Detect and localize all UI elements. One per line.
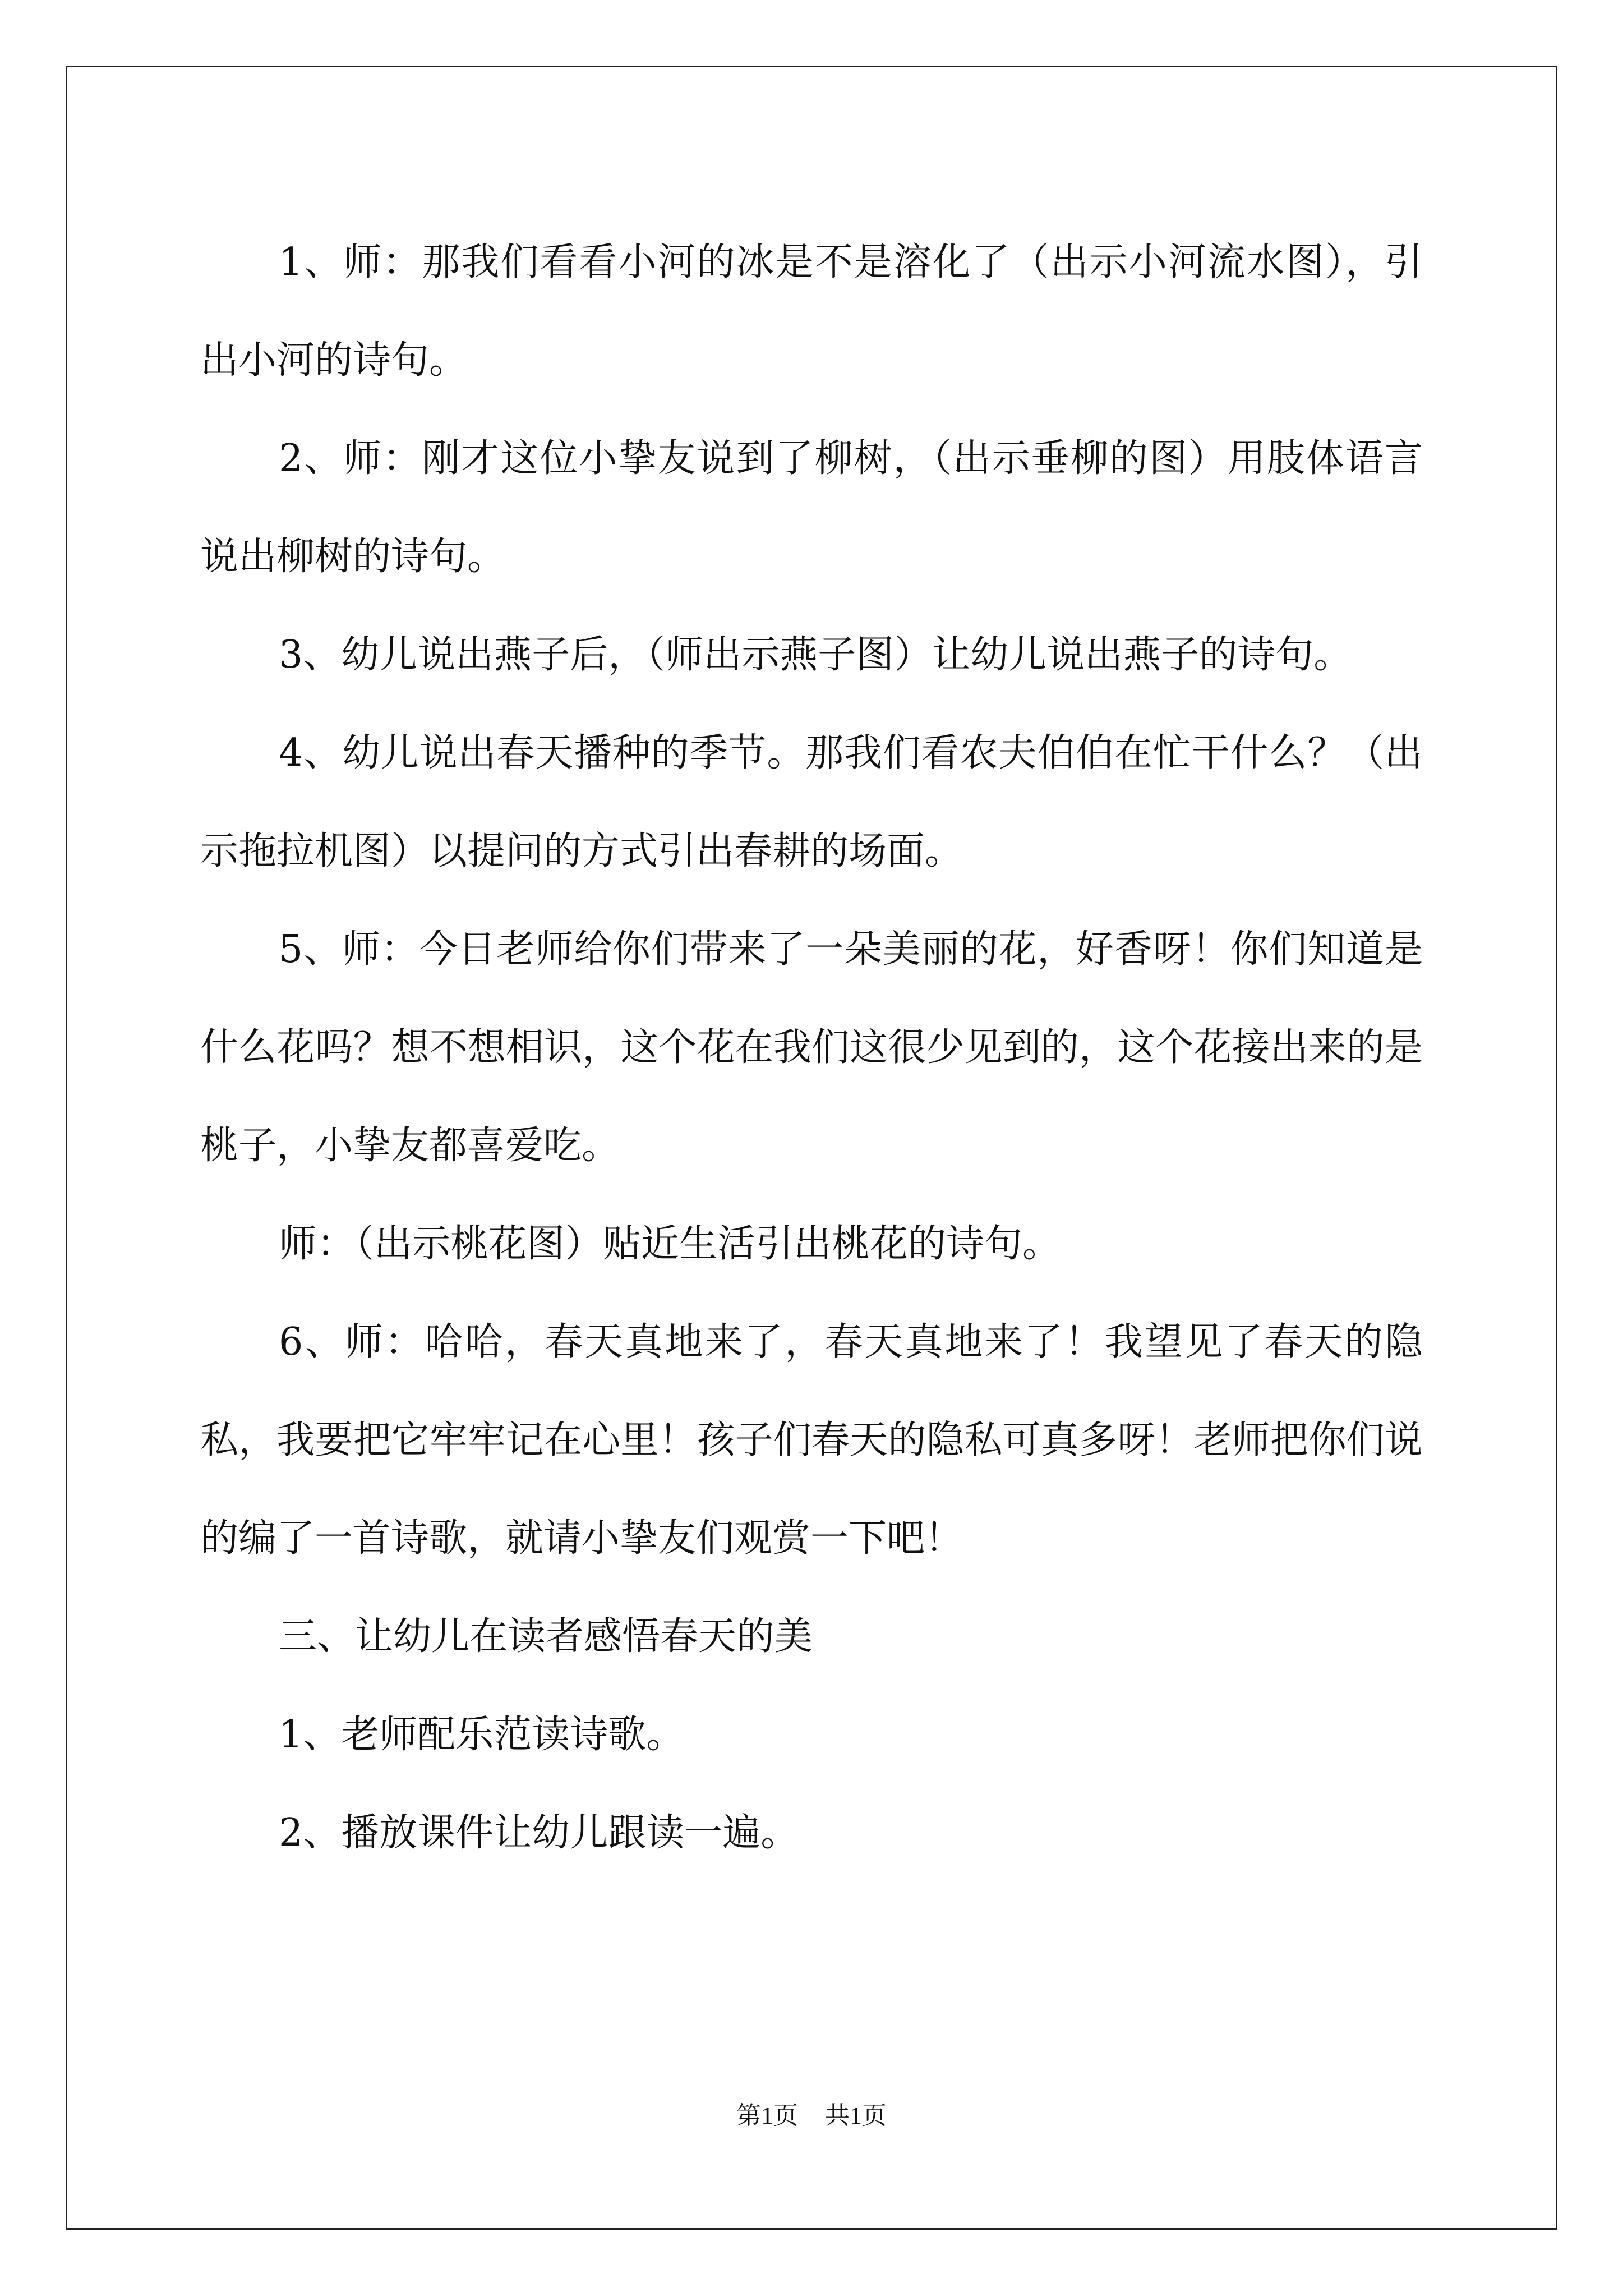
page-number: 第1页 <box>736 2102 798 2129</box>
section-heading: 三、让幼儿在读者感悟春天的美 <box>279 1614 813 1659</box>
document-body <box>200 213 1423 1882</box>
paragraph: 1、老师配乐范读诗歌。 <box>279 1713 685 1757</box>
page-count: 共1页 <box>825 2102 887 2129</box>
paragraph: 4、幼儿说出春天播种的季节。那我们看农夫伯伯在忙干什么？（出示拖拉机图）以提问的方式引出春耕的场面。 <box>200 731 1423 873</box>
paragraph: 5、师：今日老师给你们带来了一朵美丽的花，好香呀！你们知道是什么花吗？想不想相识，这个花在我们这很少见到的，这个花接出来的是桃子，小挚友都喜爱吃。 <box>200 927 1423 1168</box>
page-footer <box>0 2095 1623 2131</box>
paragraph: 3、幼儿说出燕子后，（师出示燕子图）让幼儿说出燕子的诗句。 <box>279 633 1352 677</box>
paragraph: 1、师：那我们看看小河的冰是不是溶化了（出示小河流水图），引出小河的诗句。 <box>200 240 1423 383</box>
paragraph: 6、师：哈哈，春天真地来了，春天真地来了！我望见了春天的隐私，我要把它牢牢记在心里！孩子们春天的隐私可真多呀！老师把你们说的编了一首诗歌，就请小挚友们观赏一下吧！ <box>200 1320 1423 1561</box>
paragraph: 2、师：刚才这位小挚友说到了柳树，（出示垂柳的图）用肢体语言说出柳树的诗句。 <box>200 436 1423 579</box>
paragraph: 师：（出示桃花图）贴近生活引出桃花的诗句。 <box>279 1222 1061 1266</box>
paragraph: 2、播放课件让幼儿跟读一遍。 <box>279 1811 799 1855</box>
